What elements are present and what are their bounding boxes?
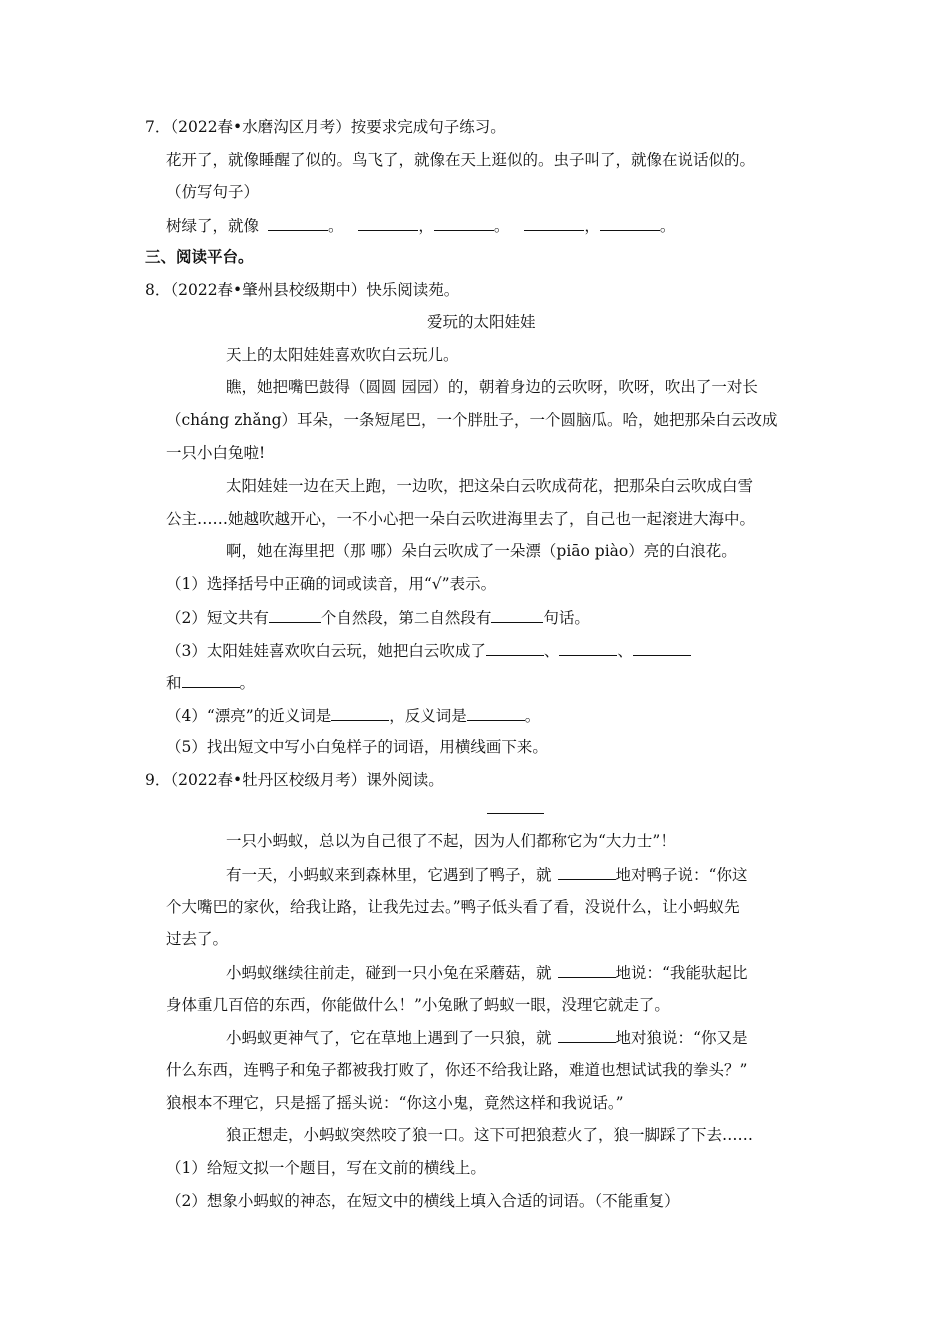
q9-para-4-b: 地对狼说：“你又是 [615, 1029, 748, 1047]
q9-para-3-b: 地说：“我能驮起比 [615, 964, 748, 982]
q8-sub-2 [166, 607, 590, 628]
q9-para-4-line-2: 什么东西，连鸭子和兔子都被我打败了，你还不给我让路，难道也想试试我的拳头？” [166, 1061, 748, 1079]
q8-sub-4-blank-2[interactable] [467, 705, 525, 721]
q8-sub-4 [166, 705, 540, 726]
q8-sub-2-blank-2[interactable] [491, 607, 543, 623]
q9-title-blank[interactable] [487, 813, 544, 814]
q8-sub-4-a: （4）“漂亮”的近义词是 [166, 707, 332, 725]
q9-sub-1: （1）给短文拟一个题目，写在文前的横线上。 [166, 1159, 486, 1177]
q8-para-1: 天上的太阳娃娃喜欢吹白云玩儿。 [226, 346, 459, 364]
q8-para-3-line-2: 公主……她越吹越开心，一不小心把一朵白云吹进海里去了，自己也一起滚进大海中。 [166, 510, 756, 528]
section-3-title: 三、阅读平台。 [145, 247, 254, 266]
q7-prefix: 树绿了，就像 [166, 217, 260, 235]
q8-sub-3-cont [166, 672, 255, 693]
q9-para-3-line-2: 身体重几百倍的东西，你能做什么！”小兔瞅了蚂蚁一眼，没理它就走了。 [166, 996, 670, 1014]
q9-para-2-a: 有一天，小蚂蚁来到森林里，它遇到了鸭子，就 [226, 866, 552, 884]
q7-header: 7．（2022春•水磨沟区月考）按要求完成句子练习。 [145, 118, 506, 136]
q7-comma-1: ， [418, 217, 434, 235]
q9-para-2-line-2: 个大嘴巴的家伙，给我让路，让我先过去。”鸭子低头看了看，没说什么，让小蚂蚁先 [166, 898, 740, 916]
q9-para-4-line-1 [226, 1027, 747, 1048]
q7-punct-1: 。 [327, 217, 344, 235]
q7-comma-2: ， [584, 217, 600, 235]
q9-sub-2: （2）想象小蚂蚁的神态，在短文中的横线上填入合适的词语。（不能重复） [166, 1192, 680, 1210]
q9-blank-3[interactable] [558, 1027, 616, 1043]
q8-sub-3-blank-1[interactable] [486, 640, 544, 656]
q8-sub-3-blank-3[interactable] [633, 640, 691, 656]
q9-para-2-line-1 [226, 864, 747, 885]
q9-para-3-line-1 [226, 962, 747, 983]
q7-blank-4[interactable] [524, 215, 584, 231]
q9-blank-1[interactable] [558, 864, 616, 880]
q8-para-2-line-1: 瞧，她把嘴巴鼓得（圆圆 园园）的，朝着身边的云吹呀，吹呀，吹出了一对长 [226, 378, 758, 396]
q9-header: 9．（2022春•牡丹区校级月考）课外阅读。 [145, 771, 444, 789]
q7-blank-2[interactable] [358, 215, 418, 231]
q8-sub-3-end: 。 [239, 674, 256, 692]
q7-blank-3[interactable] [434, 215, 494, 231]
q7-example: 花开了，就像睡醒了似的。鸟飞了，就像在天上逛似的。虫子叫了，就像在说话似的。 [166, 151, 756, 169]
q9-para-2-line-3: 过去了。 [166, 930, 229, 948]
q9-para-4-line-3: 狼根本不理它，只是摇了摇头说：“你这小鬼，竟然这样和我说话。” [166, 1094, 624, 1112]
q8-sub-3-and: 和 [166, 674, 182, 692]
q9-para-5: 狼正想走，小蚂蚁突然咬了狼一口。这下可把狼惹火了，狼一脚踩了下去…… [226, 1126, 754, 1144]
q8-sub-2-a: （2）短文共有 [166, 609, 269, 627]
q8-sub-2-b: 个自然段，第二自然段有 [320, 609, 492, 627]
q8-sub-2-c: 句话。 [543, 609, 590, 627]
q8-sub-4-b: ，反义词是 [389, 707, 467, 725]
q8-sub-3-blank-2[interactable] [559, 640, 617, 656]
q8-sub-5: （5）找出短文中写小白兔样子的词语，用横线画下来。 [166, 738, 548, 756]
q8-header: 8．（2022春•肇州县校级期中）快乐阅读苑。 [145, 281, 460, 299]
q9-para-2-b: 地对鸭子说：“你这 [615, 866, 748, 884]
q8-sub-3-sep-2: 、 [617, 642, 633, 660]
q7-punct-3: 。 [659, 217, 676, 235]
q8-para-2-line-3: 一只小白兔啦! [166, 444, 266, 462]
q8-sub-2-blank-1[interactable] [269, 607, 321, 623]
q8-sub-3-blank-4[interactable] [182, 672, 240, 688]
q7-blank-5[interactable] [600, 215, 660, 231]
q8-sub-4-blank-1[interactable] [331, 705, 389, 721]
q8-sub-4-c: 。 [524, 707, 541, 725]
q8-para-3-line-1: 太阳娃娃一边在天上跑，一边吹，把这朵白云吹成荷花，把那朵白云吹成白雪 [226, 477, 754, 495]
q7-punct-2: 。 [493, 217, 510, 235]
q7-instruction: （仿写句子） [166, 183, 260, 201]
q8-sub-3-sep-1: 、 [543, 642, 560, 660]
q8-para-2-line-2: （cháng zhǎng）耳朵，一条短尾巴，一个胖肚子，一个圆脑瓜。哈，她把那朵白云改成 [166, 411, 778, 429]
q8-sub-3-a: （3）太阳娃娃喜欢吹白云玩，她把白云吹成了 [166, 642, 486, 660]
q7-answer-line [166, 215, 675, 236]
q9-para-3-a: 小蚂蚁继续往前走，碰到一只小兔在采蘑菇，就 [226, 964, 552, 982]
q7-blank-1[interactable] [268, 215, 328, 231]
q8-sub-3 [166, 640, 691, 661]
q9-blank-2[interactable] [558, 962, 616, 978]
q9-para-1: 一只小蚂蚁，总以为自己很了不起，因为人们都称它为“大力士”！ [226, 832, 676, 850]
q8-passage-title: 爱玩的太阳娃娃 [427, 313, 536, 331]
q8-sub-1: （1）选择括号中正确的词或读音，用“√”表示。 [166, 575, 497, 593]
q9-para-4-a: 小蚂蚁更神气了，它在草地上遇到了一只狼，就 [226, 1029, 552, 1047]
q8-para-4: 啊，她在海里把（那 哪）朵白云吹成了一朵漂（piāo piào）亮的白浪花。 [226, 542, 737, 560]
